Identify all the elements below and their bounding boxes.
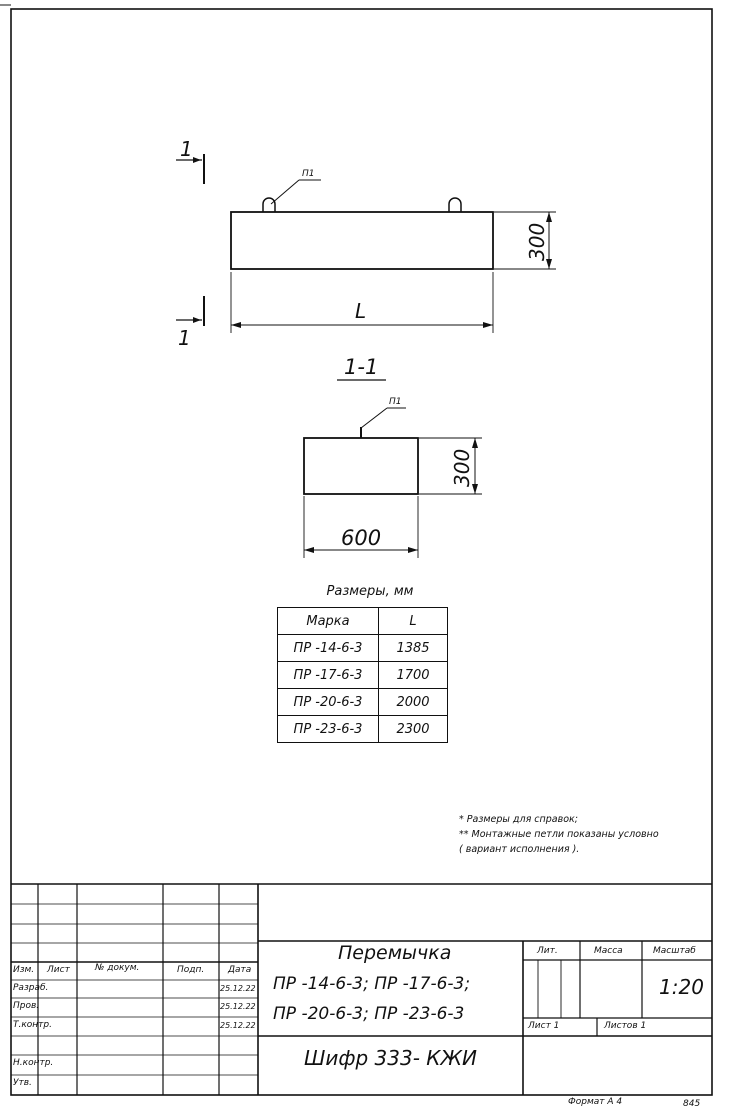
table-cell-mark: ПР -14-6-3 [278, 635, 379, 662]
table-header-row [278, 608, 448, 635]
loop-label-front: П1 [302, 169, 315, 179]
product-marks-line2: ПР -20-6-3; ПР -23-6-3 [273, 1004, 465, 1024]
table-row [278, 716, 448, 743]
table-cell-length: 1700 [379, 662, 448, 689]
width-arrow-left [304, 547, 314, 553]
format-label: Формат А 4 [568, 1097, 623, 1107]
size-table [277, 607, 448, 743]
notes [459, 812, 659, 857]
lifting-loop-right [449, 198, 461, 212]
role-checker: Пров. [13, 1001, 40, 1011]
product-name: Перемычка [338, 942, 452, 964]
note-line: * Размеры для справок; [459, 814, 578, 825]
table-header-cell: Марка [278, 608, 379, 635]
length-arrow-right [483, 322, 493, 328]
loop-leader-front [271, 180, 299, 204]
table-cell-length: 2300 [379, 716, 448, 743]
width-arrow-right [408, 547, 418, 553]
sheet-label: Лист 1 [528, 1021, 560, 1031]
section-title: 1-1 [344, 355, 379, 379]
length-label: L [355, 299, 367, 323]
date-tech-control: 25.12.22 [220, 1021, 256, 1030]
width-value-section: 600 [341, 526, 382, 550]
loop-leader-section [361, 408, 387, 428]
table-header-cell: L [379, 608, 448, 635]
role-developer: Разраб. [13, 983, 49, 993]
height-arrow-top-section [472, 438, 478, 448]
loop-label-section: П1 [389, 397, 402, 407]
height-value-section: 300 [450, 448, 474, 487]
col-header-sheet: Лист [47, 965, 70, 975]
length-arrow-left [231, 322, 241, 328]
table-row [278, 635, 448, 662]
section-arrowhead-top [193, 157, 201, 163]
section-mark-bottom: 1 [178, 326, 191, 350]
role-approved: Утв. [13, 1078, 32, 1088]
col-header-change: Изм. [13, 965, 35, 975]
table-cell-length: 1385 [379, 635, 448, 662]
size-table-caption: Размеры, мм [326, 584, 414, 599]
note-line: ** Монтажные петли показаны условно [459, 829, 659, 840]
table-row [278, 689, 448, 716]
sheet-frame [11, 9, 712, 1095]
beam-cross-section [304, 438, 418, 494]
sheets-label: Листов 1 [604, 1021, 647, 1031]
height-arrow-top-front [546, 212, 552, 222]
scale-label: Масштаб [653, 946, 696, 956]
role-tech-control: Т.контр. [13, 1020, 53, 1030]
height-value-front: 300 [525, 222, 549, 261]
table-cell-mark: ПР -23-6-3 [278, 716, 379, 743]
table-cell-mark: ПР -17-6-3 [278, 662, 379, 689]
beam-front-view [231, 212, 493, 269]
role-norm-control: Н.контр. [13, 1058, 54, 1068]
section-arrowhead-bottom [193, 317, 201, 323]
table-cell-length: 2000 [379, 689, 448, 716]
col-header-signature: Подп. [177, 965, 205, 975]
date-developer: 25.12.22 [220, 984, 256, 993]
page-number: 845 [683, 1099, 701, 1109]
table-row [278, 662, 448, 689]
col-header-doc-number: № докум. [95, 963, 140, 973]
product-marks-line1: ПР -14-6-3; ПР -17-6-3; [273, 974, 471, 994]
scale-value: 1:20 [659, 975, 704, 999]
section-mark-top: 1 [180, 137, 193, 161]
mass-label: Масса [594, 946, 623, 956]
col-header-date: Дата [228, 965, 252, 975]
date-checker: 25.12.22 [220, 1002, 256, 1011]
table-cell-mark: ПР -20-6-3 [278, 689, 379, 716]
note-line: ( вариант исполнения ). [459, 844, 580, 855]
lit-label: Лит. [537, 946, 558, 956]
lifting-loop-left [263, 198, 275, 212]
document-cipher: Шифр 333- КЖИ [304, 1046, 477, 1070]
